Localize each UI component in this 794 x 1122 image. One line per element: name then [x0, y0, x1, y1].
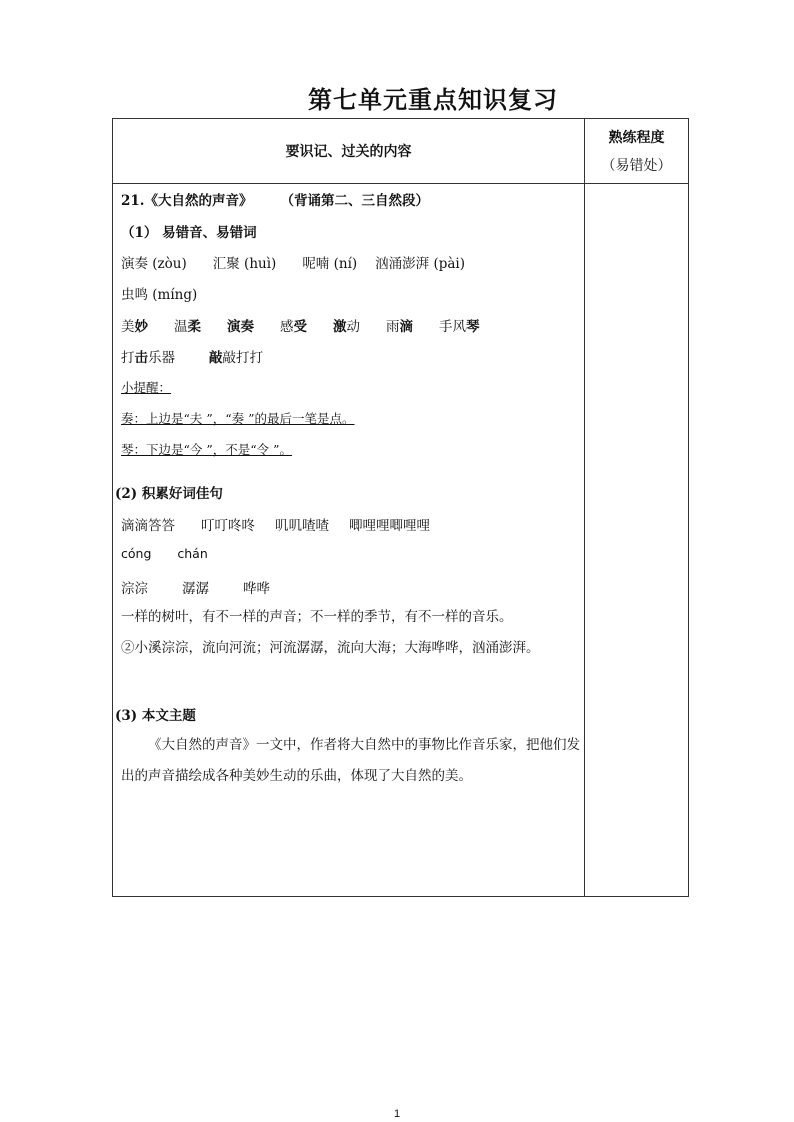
page-number: 1 [393, 1108, 401, 1120]
section1-heading: （1） 易错音、易错词 [121, 225, 257, 241]
pinyin-words-line [121, 252, 465, 272]
pinyin-text: chán [177, 546, 208, 561]
word-item: 手风琴 [439, 319, 480, 335]
error-prone-label: （易错处） [601, 158, 672, 174]
proficiency-label: 熟练程度 [608, 130, 665, 146]
table-header-row [113, 119, 689, 184]
content-cell [113, 184, 585, 897]
lesson-title: 21.《大自然的声音》 [121, 193, 253, 209]
pinyin-line [121, 546, 208, 561]
good-word: 叮叮咚咚 [201, 518, 255, 534]
pinyin-words-line-2: 虫鸣 (míng) [121, 287, 198, 303]
word-item: 温柔 [174, 319, 201, 335]
word-item: 感受 [280, 319, 307, 335]
good-words-line [121, 514, 430, 534]
lesson-note: （背诵第二、三自然段） [280, 193, 429, 209]
word-item: 雨滴 [386, 319, 413, 335]
words-row-2 [121, 346, 263, 366]
header-content-cell: 要识记、过关的内容 [113, 119, 585, 184]
good-word: 唧哩哩唧哩哩 [349, 518, 430, 534]
review-table [112, 118, 689, 897]
pinyin-word: 演奏 (zòu) [121, 256, 187, 272]
word-item: 美妙 [121, 319, 148, 335]
pinyin-word: 汇聚 (huì) [212, 256, 277, 272]
section3-heading: (3) 本文主题 [115, 708, 196, 724]
good-word: 叽叽喳喳 [275, 518, 329, 534]
good-sentence-2: ②小溪淙淙，流向河流；河流潺潺，流向大海；大海哗哗，汹涌澎湃。 [121, 640, 540, 656]
page-title: 第七单元重点知识复习 [308, 85, 558, 114]
good-word: 淙淙 [121, 581, 148, 597]
good-word: 哗哗 [243, 581, 270, 597]
theme-paragraph: 《大自然的声音》一文中，作者将大自然中的事物比作音乐家，把他们发出的声音描绘成各种美妙生动的乐曲，体现了大自然的美。 [121, 737, 580, 784]
content-area [113, 184, 584, 896]
reminder-label: 小提醒： [121, 380, 172, 395]
header-proficiency-cell [585, 119, 689, 184]
good-words-line-2 [121, 577, 270, 597]
pinyin-text: cóng [121, 546, 152, 561]
good-word: 滴滴答答 [121, 518, 175, 534]
reminder-2: 琴：下边是“今 ”，不是“令 ”。 [121, 442, 293, 457]
word-item: 激动 [333, 319, 360, 335]
good-sentence-1: 一样的树叶，有不一样的声音；不一样的季节，有不一样的音乐。 [121, 609, 513, 625]
table-body-row [113, 184, 689, 897]
reminder-1: 奏：上边是“夫 ”，“奏 ”的最后一笔是点。 [121, 411, 355, 426]
words-row [121, 315, 480, 335]
pinyin-word: 呢喃 (ní) [302, 256, 358, 272]
section2-heading: (2) 积累好词佳句 [115, 486, 223, 502]
good-word: 潺潺 [182, 581, 209, 597]
lesson-title-line [121, 189, 429, 209]
word-item: 演奏 [227, 319, 254, 335]
word-item: 打击乐器 [121, 350, 175, 366]
proficiency-cell [585, 184, 689, 897]
word-item: 敲敲打打 [209, 350, 263, 366]
pinyin-word: 汹涌澎湃 (pài) [375, 256, 465, 272]
